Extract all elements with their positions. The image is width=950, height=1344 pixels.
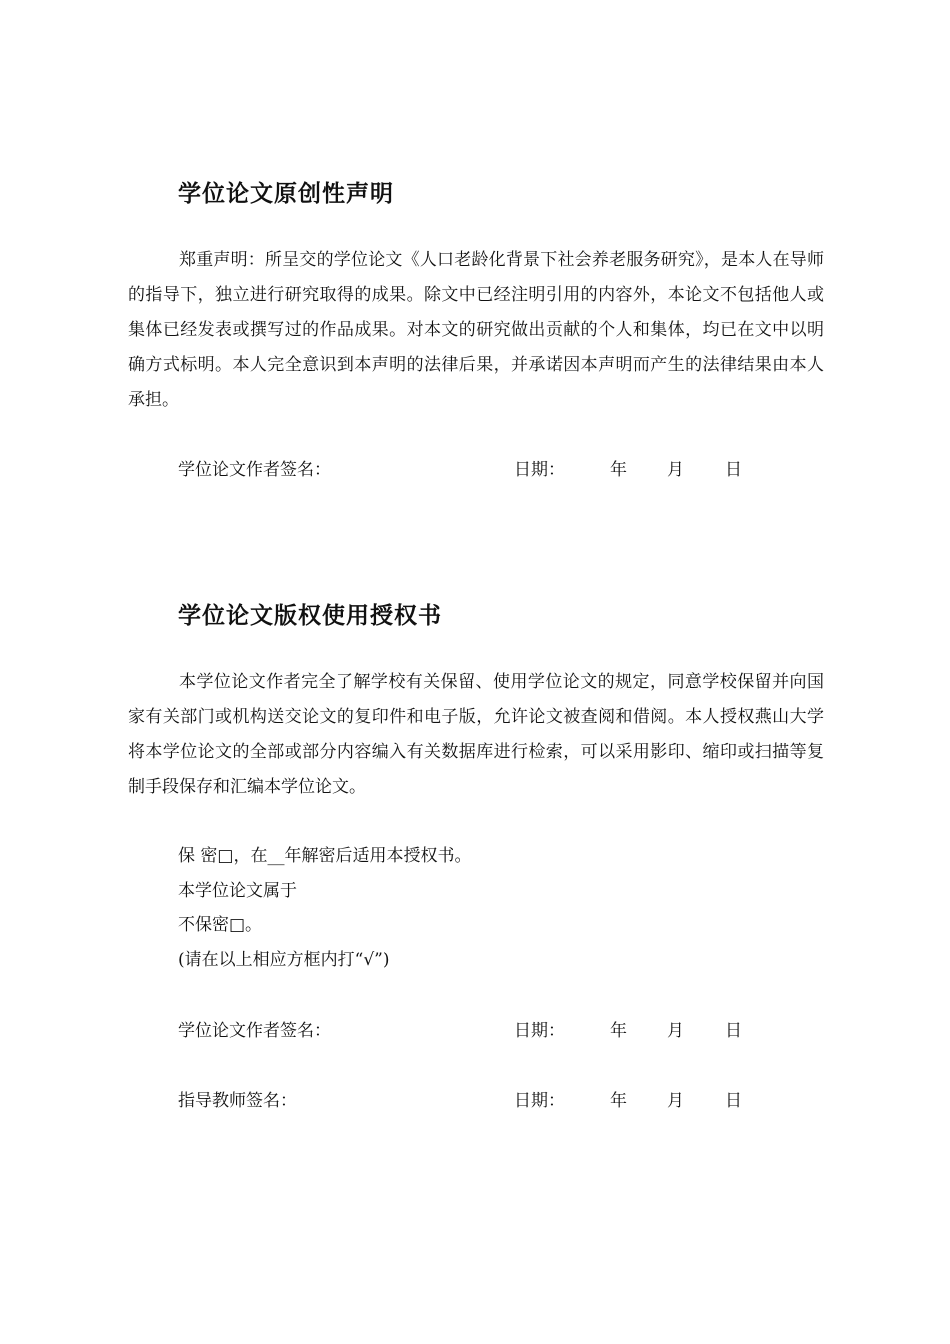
day-label: 日 (725, 460, 742, 480)
belongs-label: 本学位论文属于 (178, 881, 297, 901)
month-label: 月 (667, 1021, 684, 1041)
day-label: 日 (725, 1091, 742, 1111)
supervisor-signature-label: 指导教师签名： (178, 1091, 297, 1111)
date-label: 日期： (514, 460, 565, 480)
author-signature-label: 学位论文作者签名： (178, 460, 331, 480)
day-label: 日 (725, 1021, 742, 1041)
year-label: 年 (610, 460, 627, 480)
month-label: 月 (667, 460, 684, 480)
checkbox-instruction: (请在以上相应方框内打“√”) (178, 950, 390, 970)
date-label: 日期： (514, 1091, 565, 1111)
authorization-title: 学位论文版权使用授权书 (178, 603, 442, 629)
authorization-body: 本学位论文作者完全了解学校有关保留、使用学位论文的规定，同意学校保留并向国家有关部门或机构送交论文的复印件和电子版，允许论文被查阅和借阅。本人授权燕山大学将本学位论文的全部或部分内容编入有关数据库进行检索，可以采用影印、缩印或扫描等复制手段保存和汇编本学位论文。 (128, 672, 824, 797)
secret-option: 保 密□，在__年解密后适用本授权书。 (178, 846, 472, 866)
declaration-title: 学位论文原创性声明 (178, 181, 394, 207)
declaration-body: 郑重声明：所呈交的学位论文《人口老龄化背景下社会养老服务研究》，是本人在导师的指导下，独立进行研究取得的成果。除文中已经注明引用的内容外，本论文不包括他人或集体已经发表或撰写过的作品成果。对本文的研究做出贡献的个人和集体，均已在文中以明确方式标明。本人完全意识到本声明的法律后果，并承诺因本声明而产生的法律结果由本人承担。 (128, 250, 824, 410)
non-secret-option: 不保密□。 (178, 915, 263, 935)
date-label: 日期： (514, 1021, 565, 1041)
author-signature-label: 学位论文作者签名： (178, 1021, 331, 1041)
year-label: 年 (610, 1021, 627, 1041)
year-label: 年 (610, 1091, 627, 1111)
month-label: 月 (667, 1091, 684, 1111)
